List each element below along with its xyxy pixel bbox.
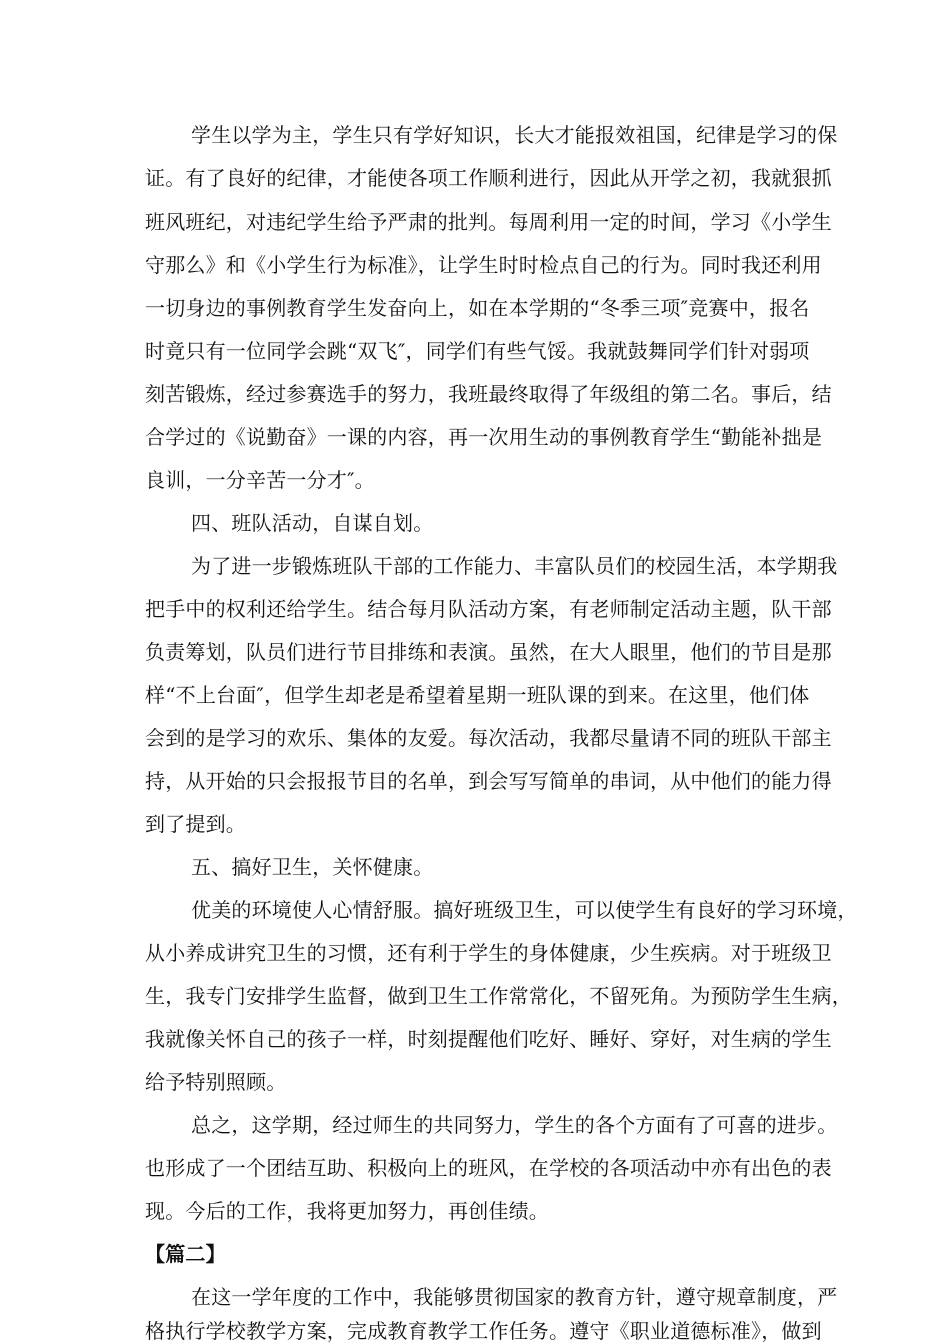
paragraph-line: 一切身边的事例教育学生发奋向上，如在本学期的“冬季三项″竞赛中，报名: [145, 296, 810, 320]
paragraph-line: 良训，一分辛苦一分才″。: [145, 468, 375, 492]
paragraph-line: 样“不上台面″，但学生却老是希望着星期一班队课的到来。在这里，他们体: [145, 683, 810, 707]
paragraph-line: 优美的环境使人心情舒服。搞好班级卫生，可以使学生有良好的学习环境，: [191, 898, 858, 922]
paragraph-line: 也形成了一个团结互助、积极向上的班风，在学校的各项活动中亦有出色的表: [145, 1156, 832, 1180]
paragraph-line: 格执行学校教学方案，完成教育教学工作任务。遵守《职业道德标准》，做到: [145, 1319, 822, 1343]
paragraph-line: 给予特别照顾。: [145, 1070, 287, 1094]
paragraph-line: 持，从开始的只会报报节目的名单，到会写写简单的串词，从中他们的能力得: [145, 769, 832, 793]
paragraph-line: 负责筹划，队员们进行节目排练和表演。虽然，在大人眼里，他们的节目是那: [145, 640, 832, 664]
paragraph-line: 学生以学为主，学生只有学好知识，长大才能报效祖国，纪律是学习的保: [191, 123, 838, 147]
section-heading: 五、搞好卫生，关怀健康。: [191, 855, 434, 879]
paragraph-line: 时竟只有一位同学会跳“双飞″，同学们有些气馁。我就鼓舞同学们针对弱项: [145, 339, 810, 363]
paragraph-line: 会到的是学习的欢乐、集体的友爱。每次活动，我都尽量请不同的班队干部主: [145, 726, 832, 750]
paragraph-line: 为了进一步锻炼班队干部的工作能力、丰富队员们的校园生活，本学期我: [191, 554, 838, 578]
paragraph-line: 守那么》和《小学生行为标准》，让学生时时检点自己的行为。同时我还利用: [145, 253, 822, 277]
section-heading: 四、班队活动，自谋自划。: [191, 511, 434, 535]
paragraph-line: 在这一学年度的工作中，我能够贯彻国家的教育方针，遵守规章制度，严: [191, 1285, 838, 1309]
paragraph-line: 把手中的权利还给学生。结合每月队活动方案，有老师制定活动主题，队干部: [145, 597, 832, 621]
paragraph-line: 总之，这学期，经过师生的共同努力，学生的各个方面有了可喜的进步。: [191, 1113, 838, 1137]
paragraph-line: 现。今后的工作，我将更加努力，再创佳绩。: [145, 1199, 549, 1223]
paragraph-line: 合学过的《说勤奋》一课的内容，再一次用生动的事例教育学生“勤能补拙是: [145, 425, 823, 449]
paragraph-line: 到了提到。: [145, 812, 246, 836]
part-heading: 【篇二】: [145, 1242, 226, 1266]
paragraph-line: 我就像关怀自己的孩子一样，时刻提醒他们吃好、睡好、穿好，对生病的学生: [145, 1027, 832, 1051]
paragraph-line: 班风班纪，对违纪学生给予严肃的批判。每周利用一定的时间，学习《小学生: [145, 210, 832, 234]
paragraph-line: 从小养成讲究卫生的习惯，还有利于学生的身体健康，少生疾病。对于班级卫: [145, 941, 832, 965]
paragraph-line: 证。有了良好的纪律，才能使各项工作顺利进行，因此从开学之初，我就狠抓: [145, 166, 832, 190]
paragraph-line: 生，我专门安排学生监督，做到卫生工作常常化，不留死角。为预防学生生病，: [145, 984, 852, 1008]
paragraph-line: 刻苦锻炼，经过参赛选手的努力，我班最终取得了年级组的第二名。事后，结: [145, 382, 832, 406]
